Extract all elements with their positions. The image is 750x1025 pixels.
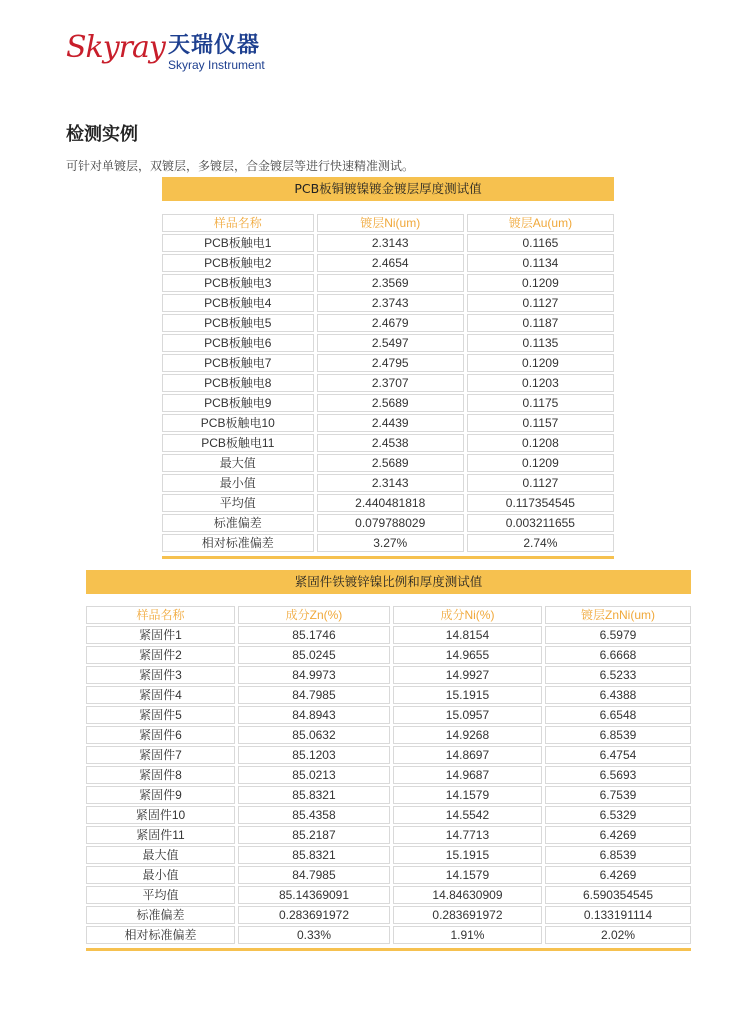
table-row xyxy=(86,646,691,664)
table-row xyxy=(86,846,691,864)
value-cell: 85.14369091 xyxy=(238,886,390,904)
table-row xyxy=(86,866,691,884)
section-title: 检测实例 xyxy=(66,124,138,145)
value-cell: 85.1746 xyxy=(238,626,390,644)
table-bottom-rule xyxy=(86,948,691,951)
section-intro: 可针对单镀层，双镀层，多镀层，合金镀层等进行快速精准测试。 xyxy=(66,159,415,173)
table-row xyxy=(162,234,614,252)
value-cell: 2.4538 xyxy=(317,434,464,452)
value-cell: 2.5689 xyxy=(317,394,464,412)
value-cell: 6.4754 xyxy=(545,746,691,764)
row-label-cell: PCB板触电2 xyxy=(162,254,314,272)
value-cell: 0.1208 xyxy=(467,434,614,452)
value-cell: 85.4358 xyxy=(238,806,390,824)
value-cell: 0.1157 xyxy=(467,414,614,432)
table-row xyxy=(162,434,614,452)
value-cell: 6.8539 xyxy=(545,846,691,864)
table-row xyxy=(86,806,691,824)
row-label-cell: 紧固件9 xyxy=(86,786,235,804)
table-row xyxy=(162,394,614,412)
row-label-cell: PCB板触电7 xyxy=(162,354,314,372)
row-label-cell: 紧固件4 xyxy=(86,686,235,704)
row-label-cell: PCB板触电5 xyxy=(162,314,314,332)
table-row xyxy=(86,926,691,944)
logo-english-name: Skyray Instrument xyxy=(168,58,265,72)
table-row xyxy=(162,254,614,272)
value-cell: 2.4795 xyxy=(317,354,464,372)
value-cell: 0.1135 xyxy=(467,334,614,352)
value-cell: 85.0632 xyxy=(238,726,390,744)
table-row xyxy=(162,374,614,392)
table-row xyxy=(86,766,691,784)
value-cell: 85.8321 xyxy=(238,846,390,864)
value-cell: 14.9687 xyxy=(393,766,542,784)
row-label-cell: 最大值 xyxy=(162,454,314,472)
value-cell: 3.27% xyxy=(317,534,464,552)
row-label-cell: 平均值 xyxy=(162,494,314,512)
row-label-cell: 紧固件5 xyxy=(86,706,235,724)
table-row xyxy=(162,454,614,472)
value-cell: 84.7985 xyxy=(238,686,390,704)
table-row xyxy=(86,906,691,924)
value-cell: 2.3707 xyxy=(317,374,464,392)
table-row xyxy=(86,826,691,844)
value-cell: 2.440481818 xyxy=(317,494,464,512)
value-cell: 84.8943 xyxy=(238,706,390,724)
value-cell: 0.1127 xyxy=(467,294,614,312)
value-cell: 2.3143 xyxy=(317,474,464,492)
row-label-cell: 相对标准偏差 xyxy=(86,926,235,944)
fastener-znni-table xyxy=(86,570,691,951)
column-header: 成分Zn(%) xyxy=(238,606,390,624)
table-row xyxy=(162,314,614,332)
table-row xyxy=(162,334,614,352)
table-row xyxy=(162,494,614,512)
row-label-cell: 紧固件1 xyxy=(86,626,235,644)
table-title: 紧固件铁镀锌镍比例和厚度测试值 xyxy=(86,570,691,594)
column-header: 成分Ni(%) xyxy=(393,606,542,624)
table-header-row xyxy=(86,606,691,624)
row-label-cell: 紧固件11 xyxy=(86,826,235,844)
value-cell: 0.283691972 xyxy=(238,906,390,924)
data-table xyxy=(159,212,617,554)
row-label-cell: 标准偏差 xyxy=(86,906,235,924)
value-cell: 0.079788029 xyxy=(317,514,464,532)
value-cell: 14.8154 xyxy=(393,626,542,644)
pcb-thickness-table xyxy=(162,177,614,559)
value-cell: 14.8697 xyxy=(393,746,542,764)
value-cell: 0.1134 xyxy=(467,254,614,272)
value-cell: 85.8321 xyxy=(238,786,390,804)
column-header: 镀层Au(um) xyxy=(467,214,614,232)
table-header-row xyxy=(162,214,614,232)
value-cell: 2.3143 xyxy=(317,234,464,252)
row-label-cell: 紧固件8 xyxy=(86,766,235,784)
row-label-cell: PCB板触电8 xyxy=(162,374,314,392)
value-cell: 15.1915 xyxy=(393,846,542,864)
value-cell: 14.1579 xyxy=(393,786,542,804)
row-label-cell: 紧固件6 xyxy=(86,726,235,744)
row-label-cell: 相对标准偏差 xyxy=(162,534,314,552)
value-cell: 6.590354545 xyxy=(545,886,691,904)
value-cell: 85.0245 xyxy=(238,646,390,664)
value-cell: 0.1175 xyxy=(467,394,614,412)
row-label-cell: 紧固件7 xyxy=(86,746,235,764)
row-label-cell: 标准偏差 xyxy=(162,514,314,532)
logo-script-wordmark: Skyray xyxy=(66,30,165,65)
table-row xyxy=(86,666,691,684)
value-cell: 0.117354545 xyxy=(467,494,614,512)
value-cell: 2.02% xyxy=(545,926,691,944)
value-cell: 0.1209 xyxy=(467,274,614,292)
value-cell: 6.5329 xyxy=(545,806,691,824)
value-cell: 0.1187 xyxy=(467,314,614,332)
value-cell: 2.3569 xyxy=(317,274,464,292)
table-row xyxy=(162,474,614,492)
table-row xyxy=(86,626,691,644)
row-label-cell: PCB板触电3 xyxy=(162,274,314,292)
value-cell: 14.5542 xyxy=(393,806,542,824)
row-label-cell: PCB板触电1 xyxy=(162,234,314,252)
table-row xyxy=(86,706,691,724)
value-cell: 15.0957 xyxy=(393,706,542,724)
table-row xyxy=(86,726,691,744)
value-cell: 2.5497 xyxy=(317,334,464,352)
value-cell: 6.4388 xyxy=(545,686,691,704)
value-cell: 0.1203 xyxy=(467,374,614,392)
row-label-cell: PCB板触电11 xyxy=(162,434,314,452)
table-row xyxy=(162,354,614,372)
value-cell: 14.9927 xyxy=(393,666,542,684)
value-cell: 6.5979 xyxy=(545,626,691,644)
table-bottom-rule xyxy=(162,556,614,559)
table-row xyxy=(162,414,614,432)
row-label-cell: 最大值 xyxy=(86,846,235,864)
value-cell: 0.1209 xyxy=(467,354,614,372)
row-label-cell: 平均值 xyxy=(86,886,235,904)
table-row xyxy=(86,786,691,804)
row-label-cell: 最小值 xyxy=(86,866,235,884)
value-cell: 6.6668 xyxy=(545,646,691,664)
column-header: 样品名称 xyxy=(86,606,235,624)
value-cell: 2.4679 xyxy=(317,314,464,332)
value-cell: 0.133191114 xyxy=(545,906,691,924)
column-header: 镀层ZnNi(um) xyxy=(545,606,691,624)
value-cell: 6.5693 xyxy=(545,766,691,784)
value-cell: 6.6548 xyxy=(545,706,691,724)
column-header: 样品名称 xyxy=(162,214,314,232)
table-row xyxy=(162,274,614,292)
value-cell: 6.8539 xyxy=(545,726,691,744)
value-cell: 6.7539 xyxy=(545,786,691,804)
value-cell: 84.9973 xyxy=(238,666,390,684)
value-cell: 6.4269 xyxy=(545,826,691,844)
row-label-cell: 紧固件10 xyxy=(86,806,235,824)
value-cell: 85.1203 xyxy=(238,746,390,764)
value-cell: 2.74% xyxy=(467,534,614,552)
table-row xyxy=(162,534,614,552)
table-row xyxy=(162,294,614,312)
value-cell: 1.91% xyxy=(393,926,542,944)
row-label-cell: 紧固件3 xyxy=(86,666,235,684)
logo-chinese-name: 天瑞仪器 xyxy=(168,33,261,58)
value-cell: 6.4269 xyxy=(545,866,691,884)
row-label-cell: PCB板触电4 xyxy=(162,294,314,312)
row-label-cell: PCB板触电10 xyxy=(162,414,314,432)
value-cell: 85.0213 xyxy=(238,766,390,784)
value-cell: 2.5689 xyxy=(317,454,464,472)
value-cell: 0.1165 xyxy=(467,234,614,252)
table-row xyxy=(86,686,691,704)
row-label-cell: 紧固件2 xyxy=(86,646,235,664)
value-cell: 14.7713 xyxy=(393,826,542,844)
value-cell: 0.1127 xyxy=(467,474,614,492)
table-row xyxy=(86,886,691,904)
value-cell: 0.1209 xyxy=(467,454,614,472)
column-header: 镀层Ni(um) xyxy=(317,214,464,232)
value-cell: 14.9268 xyxy=(393,726,542,744)
value-cell: 0.283691972 xyxy=(393,906,542,924)
value-cell: 14.1579 xyxy=(393,866,542,884)
table-title: PCB板铜镀镍镀金镀层厚度测试值 xyxy=(162,177,614,201)
row-label-cell: PCB板触电9 xyxy=(162,394,314,412)
table-row xyxy=(162,514,614,532)
value-cell: 85.2187 xyxy=(238,826,390,844)
value-cell: 2.4439 xyxy=(317,414,464,432)
row-label-cell: 最小值 xyxy=(162,474,314,492)
value-cell: 2.3743 xyxy=(317,294,464,312)
value-cell: 0.003211655 xyxy=(467,514,614,532)
value-cell: 6.5233 xyxy=(545,666,691,684)
value-cell: 2.4654 xyxy=(317,254,464,272)
value-cell: 14.9655 xyxy=(393,646,542,664)
value-cell: 84.7985 xyxy=(238,866,390,884)
data-table xyxy=(83,604,694,946)
row-label-cell: PCB板触电6 xyxy=(162,334,314,352)
value-cell: 0.33% xyxy=(238,926,390,944)
skyray-logo xyxy=(66,26,286,76)
table-row xyxy=(86,746,691,764)
value-cell: 14.84630909 xyxy=(393,886,542,904)
value-cell: 15.1915 xyxy=(393,686,542,704)
